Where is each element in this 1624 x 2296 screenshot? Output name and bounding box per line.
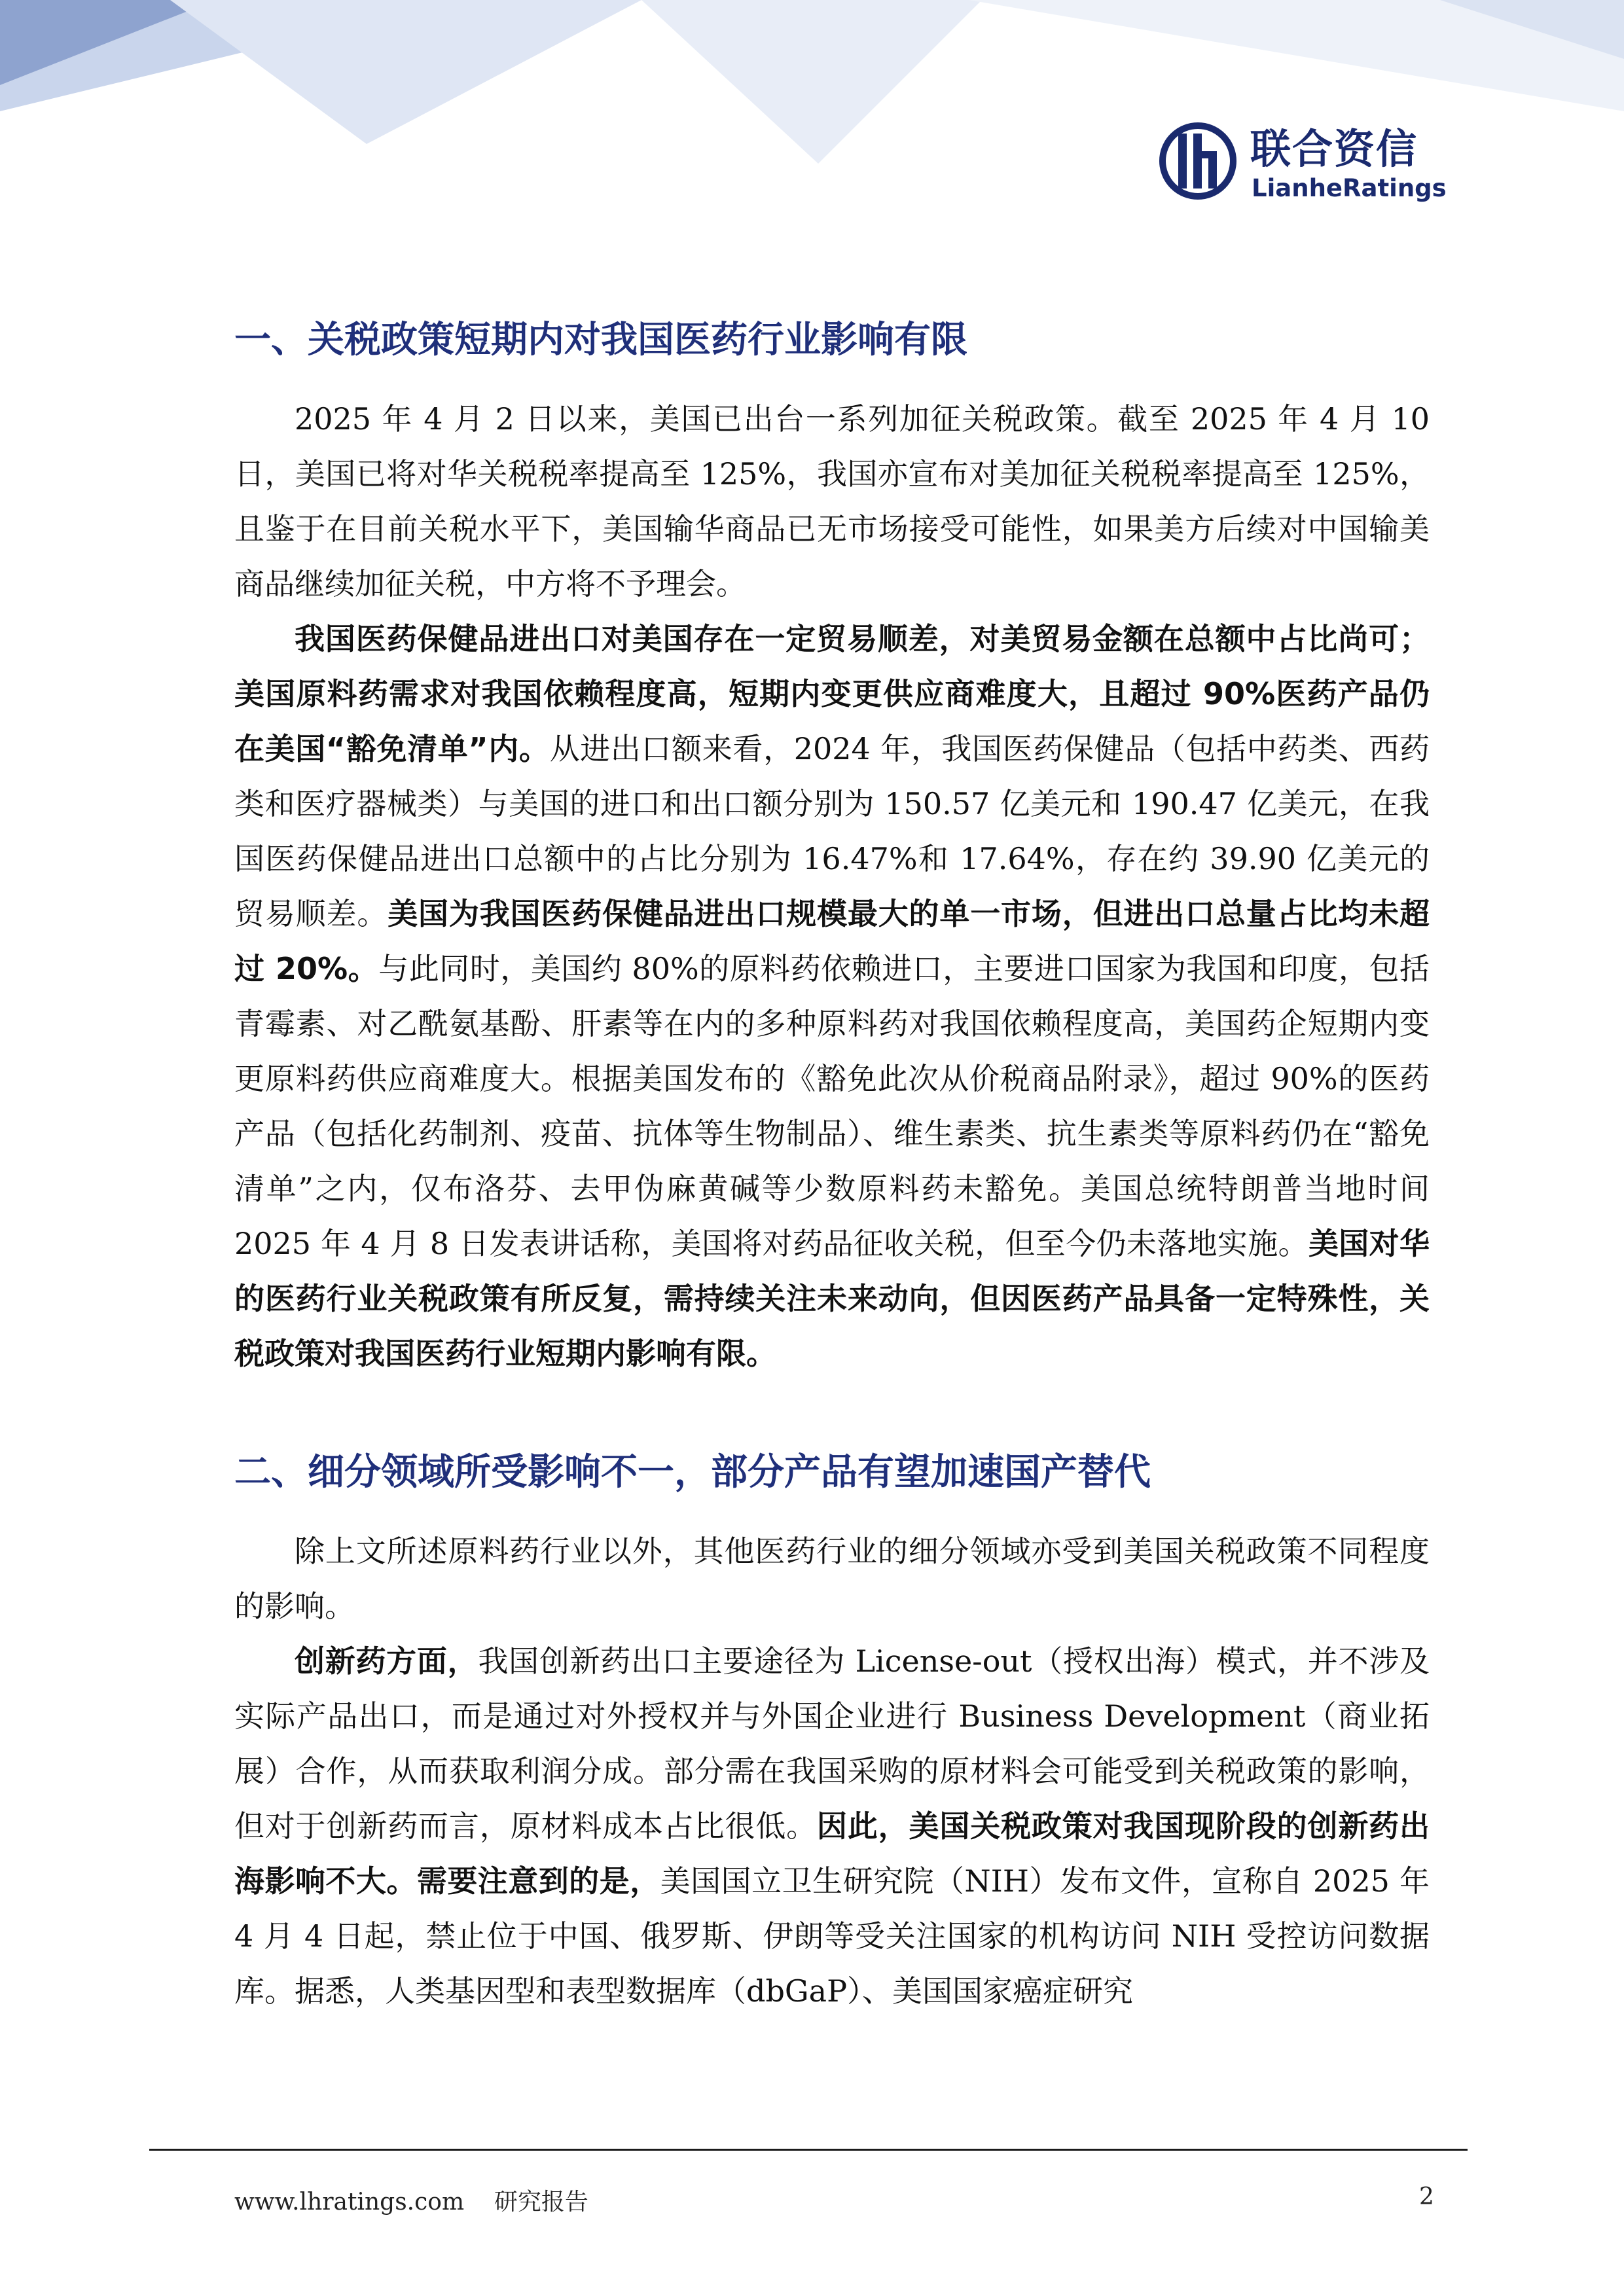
paragraph-text: 从进出口额来看，2024 年，我国医药保健品（包括中药类、西药类和医疗器械类）与美国的进口和出口额分别为 150.57 亿美元和 190.47 亿美元，在我国医药保健品进出口总额中的占比分别为 16.47%和 17.64%，存在约 39.90 亿美元的贸易顺差。 <box>234 731 1430 931</box>
company-logo <box>1159 117 1447 215</box>
section-2-paragraph-2 <box>234 1634 1430 2018</box>
section-2-title: 二、细分领域所受影响不一，部分产品有望加速国产替代 <box>234 1451 1151 1494</box>
section-1-paragraph-2 <box>234 611 1430 1381</box>
section-1-title: 一、关税政策短期内对我国医药行业影响有限 <box>234 319 967 361</box>
footer-divider <box>149 2149 1468 2151</box>
paragraph-text: 与此同时，美国约 80%的原料药依赖进口，主要进口国家为我国和印度，包括青霉素、对乙酰氨基酚、肝素等在内的多种原料药对我国依赖程度高，美国药企短期内变更原料药供应商难度大。根据美国发布的《豁免此次从价税商品附录》，超过 90%的医药产品（包括化药制剂、疫苗、抗体等生物制品）、维生素类、抗生素类等原料药仍在“豁免清单”之内，仅布洛芬、去甲伪麻黄碱等少数原料药未豁免。美国总统特朗普当地时间 2025 年 4 月 8 日发表讲话称，美国将对药品征收关税，但至今仍未落地实施。 <box>234 951 1430 1261</box>
report-body <box>234 308 1430 2018</box>
section-2-paragraph-1: 除上文所述原料药行业以外，其他医药行业的细分领域亦受到美国关税政策不同程度的影响。 <box>234 1534 1430 1624</box>
paragraph-text: 美国国立卫生研究院（NIH）发布文件，宣称自 2025 年 4 月 4 日起，禁止位于中国、俄罗斯、伊朗等受关注国家的机构访问 NIH 受控访问数据库。据悉，人类基因型和表型数据库（dbGaP）、美国国家癌症研究 <box>234 1863 1430 2009</box>
bold-emphasis: 美国为我国医药保健品进出口规模最大的单一市场，但进出口总量占比均未超过 20%。 <box>234 896 1430 986</box>
logo-text-cn: 联合资信 <box>1250 125 1418 173</box>
bold-emphasis: 美国对华的医药行业关税政策有所反复，需持续关注未来动向，但因医药产品具备一定特殊性，关税政策对我国医药行业短期内影响有限。 <box>234 1226 1430 1371</box>
page-number: 2 <box>1419 2183 1434 2210</box>
bold-emphasis: 因此，美国关税政策对我国现阶段的创新药出海影响不大。需要注意到的是， <box>234 1808 1430 1899</box>
footer-doc-type: 研究报告 <box>494 2189 588 2215</box>
section-1-paragraph-1: 2025 年 4 月 2 日以来，美国已出台一系列加征关税政策。截至 2025 年 4 月 10 日，美国已将对华关税税率提高至 125%，我国亦宣布对美加征关税税率提高至 125%，且鉴于在目前关税水平下，美国输华商品已无市场接受可能性，如果美方后续对中国输美商品继续加征关税，中方将不予理会。 <box>234 401 1430 601</box>
footer-left <box>234 2183 588 2217</box>
bold-emphasis: 我国医药保健品进出口对美国存在一定贸易顺差，对美贸易金额在总额中占比尚可；美国原料药需求对我国依赖程度高，短期内变更供应商难度大，且超过 90%医药产品仍在美国“豁免清单”内。 <box>234 621 1430 766</box>
paragraph-text: 我国创新药出口主要途径为 License-out（授权出海）模式，并不涉及实际产品出口，而是通过对外授权并与外国企业进行 Business Development（商业拓展）合作，从而获取利润分成。部分需在我国采购的原材料会可能受到关税政策的影响，但对于创新药而言，原材料成本占比很低。 <box>234 1643 1430 1844</box>
lianhe-logo-icon <box>1159 122 1237 200</box>
bold-emphasis: 创新药方面， <box>295 1643 478 1679</box>
logo-text-en: LianheRatings <box>1252 174 1447 202</box>
footer-website-link[interactable]: www.lhratings.com <box>234 2189 465 2215</box>
